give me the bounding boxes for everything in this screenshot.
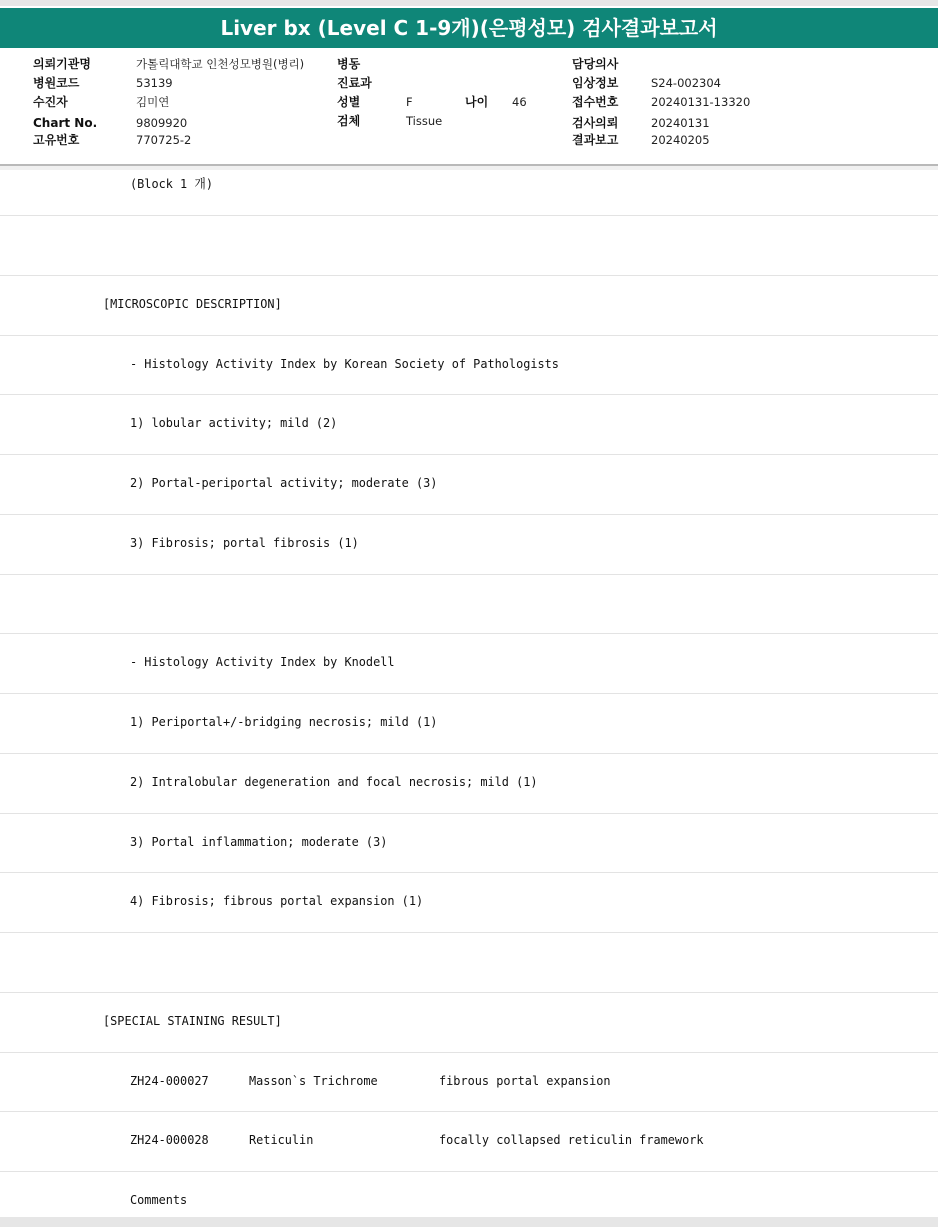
- section-heading: [SPECIAL STAINING RESULT]: [103, 1013, 282, 1028]
- report-header: [0, 48, 938, 164]
- report-line: [0, 454, 938, 515]
- bottom-strip: [0, 1217, 938, 1227]
- request-label: 검사의뢰: [572, 116, 619, 130]
- section-heading: [MICROSCOPIC DESCRIPTION]: [103, 296, 282, 311]
- age-value: 46: [512, 95, 527, 109]
- report-line: [0, 813, 938, 873]
- sex-label: 성별: [337, 95, 361, 109]
- stain-result: fibrous portal expansion: [439, 1073, 611, 1088]
- stain-row: [0, 1052, 938, 1112]
- report-title: Liver bx (Level C 1-9개)(은평성모) 검사결과보고서: [0, 8, 938, 48]
- chart-label: Chart No.: [33, 116, 98, 130]
- report-line: [0, 215, 938, 276]
- clinical-value: S24-002304: [651, 76, 721, 90]
- report-line: [0, 514, 938, 575]
- report-date-value: 20240205: [651, 133, 710, 147]
- dept-label: 진료과: [337, 76, 372, 90]
- patient-label: 수진자: [33, 95, 68, 109]
- chart-value: 9809920: [136, 116, 188, 130]
- specimen-label: 검체: [337, 114, 361, 128]
- report-line: [0, 170, 938, 216]
- clinical-label: 임상정보: [572, 76, 619, 90]
- line-text: (Block 1 개): [130, 176, 213, 191]
- line-text: 3) Portal inflammation; moderate (3): [130, 834, 388, 849]
- specimen-value: Tissue: [406, 114, 443, 128]
- stain-code: ZH24-000027: [130, 1073, 209, 1088]
- line-text: 2) Portal-periportal activity; moderate (3): [130, 475, 438, 490]
- top-strip: [0, 0, 938, 6]
- line-text: 2) Intralobular degeneration and focal necrosis; mild (1): [130, 774, 538, 789]
- report-line: [0, 335, 938, 395]
- stain-result: focally collapsed reticulin framework: [439, 1132, 704, 1147]
- stain-row: [0, 1111, 938, 1172]
- hospital-code-label: 병원코드: [33, 76, 80, 90]
- report-line: [0, 753, 938, 814]
- line-text: 1) lobular activity; mild (2): [130, 415, 338, 430]
- age-label: 나이: [465, 95, 489, 109]
- report-line: [0, 275, 938, 336]
- sex-value: F: [406, 95, 413, 109]
- report-line: [0, 872, 938, 933]
- report-line: [0, 574, 938, 634]
- stain-code: ZH24-000028: [130, 1132, 209, 1147]
- receipt-value: 20240131-13320: [651, 95, 751, 109]
- request-value: 20240131: [651, 116, 710, 130]
- stain-name: Masson`s Trichrome: [249, 1073, 378, 1088]
- unique-label: 고유번호: [33, 133, 80, 147]
- comments-label: Comments: [130, 1192, 188, 1207]
- line-text: - Histology Activity Index by Korean Society of Pathologists: [130, 356, 559, 371]
- unique-value: 770725-2: [136, 133, 192, 147]
- report-date-label: 결과보고: [572, 133, 619, 147]
- patient-value: 김미연: [136, 95, 170, 109]
- line-text: 4) Fibrosis; fibrous portal expansion (1): [130, 893, 424, 908]
- hospital-code-value: 53139: [136, 76, 173, 90]
- report-line: [0, 394, 938, 455]
- receipt-label: 접수번호: [572, 95, 619, 109]
- line-text: - Histology Activity Index by Knodell: [130, 654, 395, 669]
- ward-label: 병동: [337, 57, 361, 71]
- line-text: 3) Fibrosis; portal fibrosis (1): [130, 535, 359, 550]
- institution-value: 가톨릭대학교 인천성모병원(병리): [136, 57, 305, 71]
- line-text: 1) Periportal+/-bridging necrosis; mild (1): [130, 714, 438, 729]
- report-line: [0, 693, 938, 754]
- report-body: [0, 170, 938, 1217]
- institution-label: 의뢰기관명: [33, 57, 91, 71]
- report-line: [0, 633, 938, 694]
- stain-name: Reticulin: [249, 1132, 314, 1147]
- report-line: [0, 1171, 938, 1217]
- report-line: [0, 992, 938, 1053]
- report-line: [0, 932, 938, 993]
- doctor-label: 담당의사: [572, 57, 619, 71]
